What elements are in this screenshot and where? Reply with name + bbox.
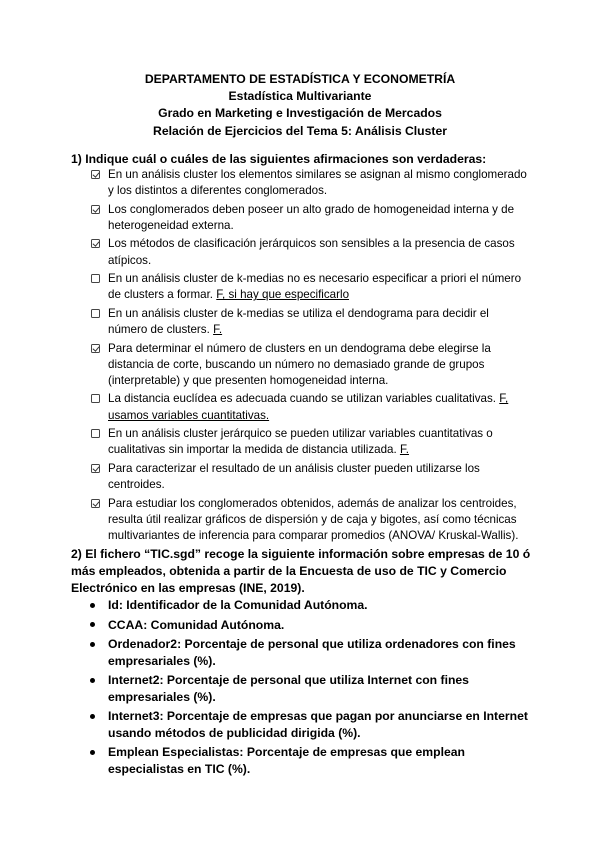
variable-text: Internet2: Porcentaje de personal que utiliza Internet con fines empresariales (%). xyxy=(108,673,469,704)
checklist-item xyxy=(88,461,528,493)
checklist-item xyxy=(88,306,528,338)
checklist-item xyxy=(88,391,528,423)
degree-title: Grado en Marketing e Investigación de Mercados xyxy=(158,106,442,121)
checkbox-icon[interactable] xyxy=(91,274,100,283)
checkbox-icon[interactable] xyxy=(91,239,100,248)
variable-item xyxy=(88,744,528,777)
item-text: En un análisis cluster de k-medias se utiliza el dendograma para decidir el número de clusters. xyxy=(108,306,489,337)
item-note: F. xyxy=(399,443,409,457)
checklist-item xyxy=(88,236,528,268)
variable-text: CCAA: Comunidad Autónoma. xyxy=(108,617,285,632)
variable-text: Ordenador2: Porcentaje de personal que utiliza ordenadores con fines empresariales (%). xyxy=(108,637,516,668)
item-note: F. xyxy=(213,323,223,337)
department-title: DEPARTAMENTO DE ESTADÍSTICA Y ECONOMETRÍA xyxy=(144,72,456,86)
checklist-item xyxy=(88,496,528,545)
item-text: En un análisis cluster los elementos similares se asignan al mismo conglomerado y los distintos a diferentes conglomerados. xyxy=(108,168,527,198)
checklist xyxy=(88,167,528,546)
variable-item xyxy=(88,636,528,669)
item-text: Los métodos de clasificación jerárquicos son sensibles a la presencia de casos atípicos. xyxy=(108,237,515,267)
checkbox-icon[interactable] xyxy=(91,344,100,353)
bullet-icon xyxy=(90,603,95,608)
checkbox-icon[interactable] xyxy=(91,205,100,214)
item-text: Para determinar el número de clusters en un dendograma debe elegirse la distancia de corte, buscando un número no demasiado grande de grupos (interpretable) y que presenten homogeneidad interna. xyxy=(108,341,491,387)
variable-text: Emplean Especialistas: Porcentaje de empresas que emplean especialistas en TIC (%). xyxy=(108,745,465,776)
bullet-icon xyxy=(90,750,95,755)
item-text: En un análisis cluster jerárquico se pueden utilizar variables cuantitativas o cualitativas sin importar la medida de distancia utilizada. xyxy=(108,427,493,457)
bullet-icon xyxy=(90,714,95,719)
item-text: La distancia euclídea es adecuada cuando se utilizan variables cualitativas. xyxy=(108,392,496,406)
variable-text: Internet3: Porcentaje de empresas que pagan por anunciarse en Internet usando métodos de publicidad dirigida (%). xyxy=(108,709,528,740)
question-1-title: 1) Indique cuál o cuáles de las siguientes afirmaciones son verdaderas: xyxy=(71,152,487,166)
checklist-item xyxy=(88,202,528,234)
checkbox-icon[interactable] xyxy=(91,309,100,318)
checklist-item xyxy=(88,341,528,390)
item-text: Para estudiar los conglomerados obtenidos, además de analizar los centroides, resulta útil realizar gráficos de dispersión y de caja y bigotes, así como técnicas multivariantes de inferencia para comparar promedios (ANOVA/ Kruskal-Wallis). xyxy=(108,496,519,542)
checkbox-icon[interactable] xyxy=(91,464,100,473)
variable-item xyxy=(88,672,528,705)
bullet-icon xyxy=(90,642,95,647)
checkbox-icon[interactable] xyxy=(91,394,100,403)
checkbox-icon[interactable] xyxy=(91,429,100,438)
relation-title: Relación de Ejercicios del Tema 5: Análisis Cluster xyxy=(153,123,447,138)
bullet-icon xyxy=(90,678,95,683)
item-text: En un análisis cluster de k-medias no es necesario especificar a priori el número de clusters a formar. xyxy=(108,272,522,302)
variable-list xyxy=(88,597,528,780)
subject-title: Estadística Multivariante xyxy=(228,89,372,104)
document-header xyxy=(0,71,600,140)
item-note: F, usamos variables cuantitativas. xyxy=(108,392,509,422)
variable-item xyxy=(88,597,528,614)
item-text: Para caracterizar el resultado de un análisis cluster pueden utilizarse los centroides. xyxy=(108,461,480,492)
variable-item xyxy=(88,617,528,634)
bullet-icon xyxy=(90,622,95,627)
variable-text: Id: Identificador de la Comunidad Autónoma. xyxy=(108,598,368,612)
checkbox-icon[interactable] xyxy=(91,499,100,508)
checklist-item xyxy=(88,426,528,458)
checklist-item xyxy=(88,271,528,303)
checklist-item xyxy=(88,167,528,199)
item-text: Los conglomerados deben poseer un alto grado de homogeneidad interna y de heterogeneidad externa. xyxy=(108,202,515,232)
checkbox-icon[interactable] xyxy=(91,170,100,179)
question-2-intro: 2) El fichero “TIC.sgd” recoge la siguiente información sobre empresas de 10 ó más empleados, obtenida a partir de la Encuesta de uso de TIC y Comercio Electrónico en las empresas (INE, 2019). xyxy=(71,547,531,596)
item-note: F, si hay que especificarlo xyxy=(216,288,350,302)
variable-item xyxy=(88,708,528,741)
